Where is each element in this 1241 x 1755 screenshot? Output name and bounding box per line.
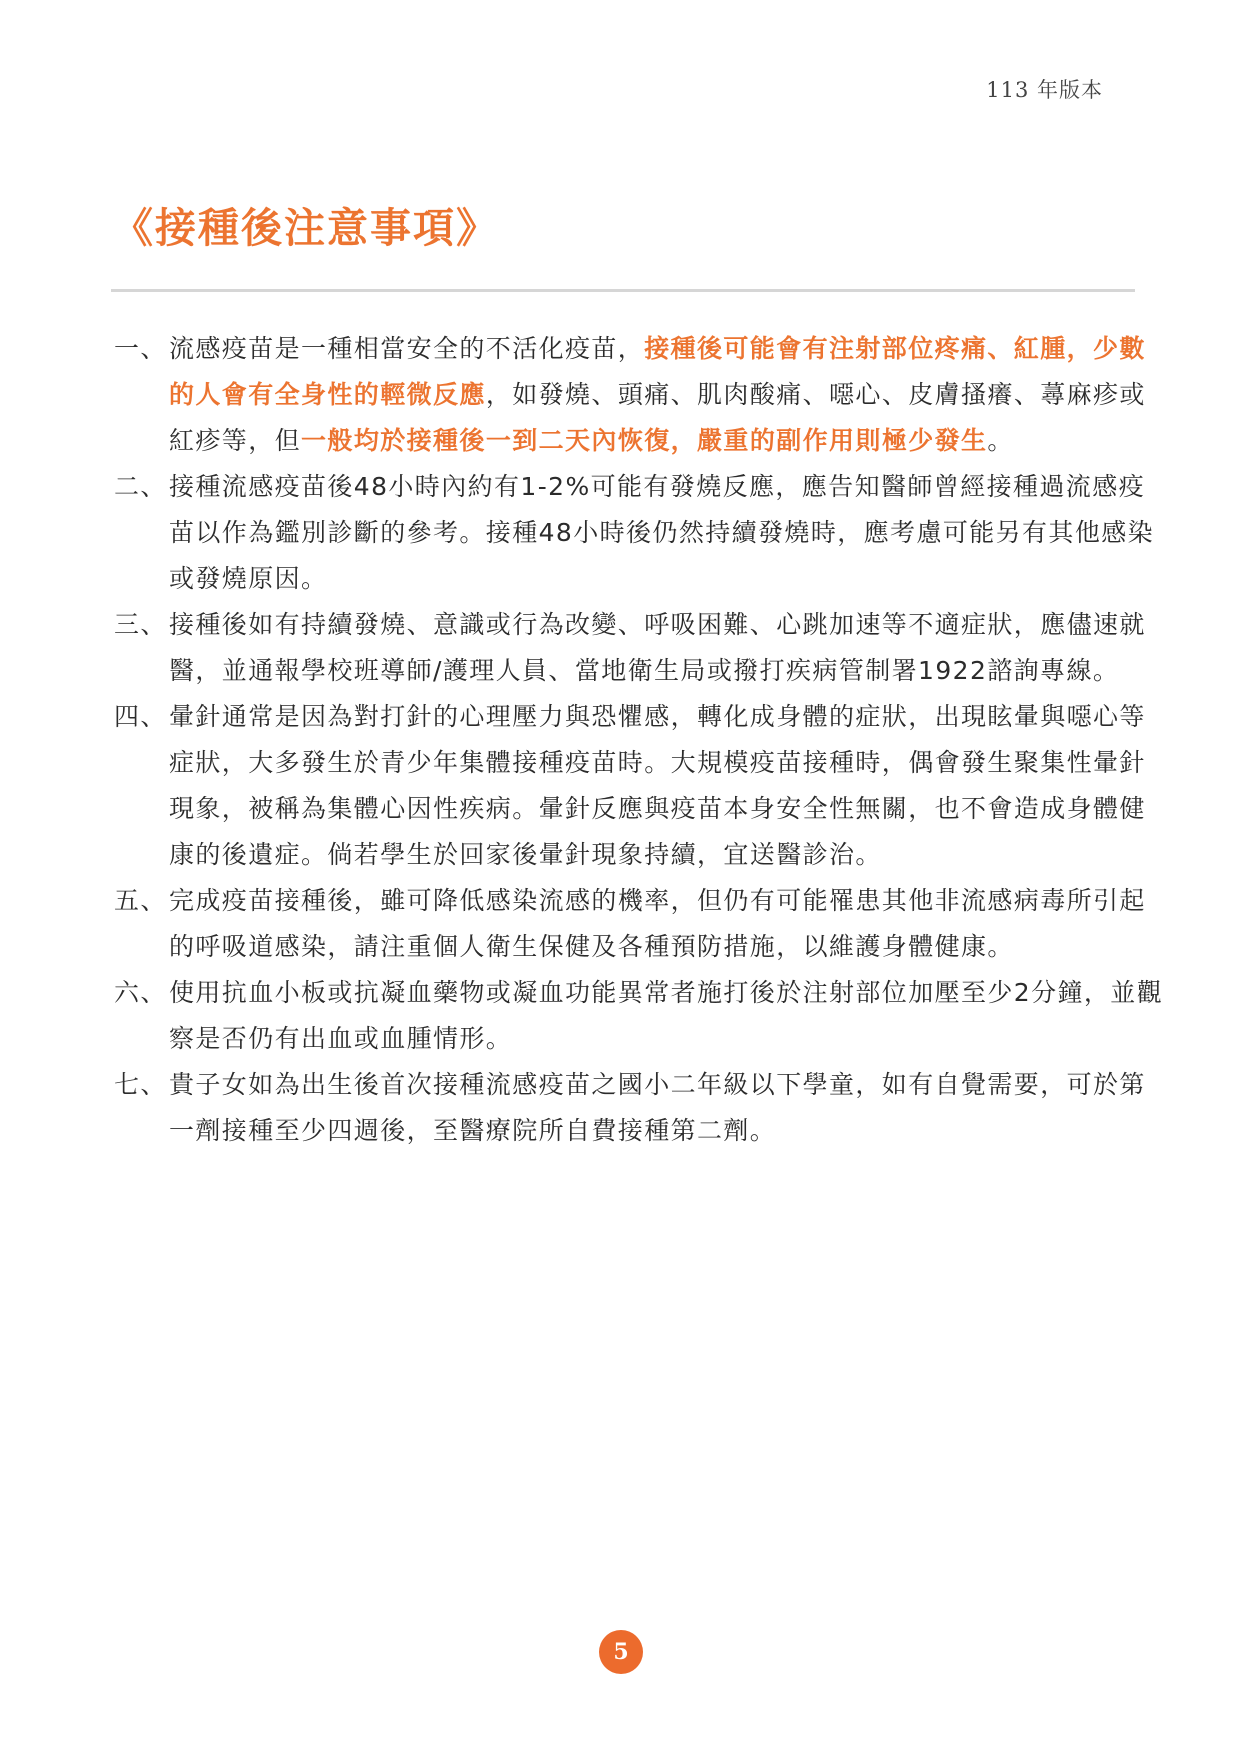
note-segment: 接種流感疫苗後48小時內約有1-2%可能有發燒反應，應告知醫師曾經接種過流感疫苗以作為鑑別診斷的參考。接種48小時後仍然持續發燒時，應考慮可能另有其他感染或發燒原因。 bbox=[169, 472, 1155, 593]
note-highlight: 一般均於接種後一到二天內恢復，嚴重的副作用則極少發生 bbox=[301, 426, 988, 455]
note-item bbox=[114, 464, 1164, 602]
note-segment: ，如發燒、頭痛、肌肉酸痛、噁心、皮膚搔癢、蕁麻疹或紅疹等，但 bbox=[169, 380, 1146, 455]
note-text bbox=[169, 602, 1164, 694]
notes-list bbox=[114, 326, 1164, 1154]
note-item bbox=[114, 602, 1164, 694]
note-item bbox=[114, 1062, 1164, 1154]
note-item bbox=[114, 326, 1164, 464]
note-text bbox=[169, 1062, 1164, 1154]
note-segment: 貴子女如為出生後首次接種流感疫苗之國小二年級以下學童，如有自覺需要，可於第一劑接種至少四週後，至醫療院所自費接種第二劑。 bbox=[169, 1070, 1146, 1145]
note-number: 六、 bbox=[114, 978, 167, 1007]
note-text bbox=[169, 970, 1164, 1062]
note-text bbox=[169, 326, 1164, 464]
note-segment: 完成疫苗接種後，雖可降低感染流感的機率，但仍有可能罹患其他非流感病毒所引起的呼吸道感染，請注重個人衛生保健及各種預防措施，以維護身體健康。 bbox=[169, 886, 1146, 961]
note-item bbox=[114, 970, 1164, 1062]
note-text bbox=[169, 878, 1164, 970]
note-highlight: 接種後可能會有注射部位疼痛、紅腫，少數的人會有全身性的輕微反應 bbox=[169, 334, 1146, 409]
note-item bbox=[114, 694, 1164, 878]
note-text bbox=[169, 694, 1164, 878]
note-number: 三、 bbox=[114, 610, 167, 639]
note-segment: 。 bbox=[987, 426, 1014, 455]
page-number-badge: 5 bbox=[599, 1630, 643, 1674]
note-segment: 流感疫苗是一種相當安全的不活化疫苗， bbox=[169, 334, 645, 363]
note-number: 二、 bbox=[114, 472, 167, 501]
note-number: 四、 bbox=[114, 702, 167, 731]
page-title: 《接種後注意事項》 bbox=[112, 204, 499, 252]
note-number: 七、 bbox=[114, 1070, 167, 1099]
edition-label: 113 年版本 bbox=[986, 78, 1103, 102]
note-item bbox=[114, 878, 1164, 970]
note-segment: 使用抗血小板或抗凝血藥物或凝血功能異常者施打後於注射部位加壓至少2分鐘，並觀察是否仍有出血或血腫情形。 bbox=[169, 978, 1164, 1053]
note-number: 五、 bbox=[114, 886, 167, 915]
title-divider bbox=[111, 289, 1135, 292]
note-text bbox=[169, 464, 1164, 602]
note-number: 一、 bbox=[114, 334, 167, 363]
note-segment: 接種後如有持續發燒、意識或行為改變、呼吸困難、心跳加速等不適症狀，應儘速就醫，並通報學校班導師/護理人員、當地衛生局或撥打疾病管制署1922諮詢專線。 bbox=[169, 610, 1146, 685]
note-segment: 暈針通常是因為對打針的心理壓力與恐懼感，轉化成身體的症狀，出現眩暈與噁心等症狀，大多發生於青少年集體接種疫苗時。大規模疫苗接種時，偶會發生聚集性暈針現象，被稱為集體心因性疾病。暈針反應與疫苗本身安全性無關，也不會造成身體健康的後遺症。倘若學生於回家後暈針現象持續，宜送醫診治。 bbox=[169, 702, 1146, 869]
